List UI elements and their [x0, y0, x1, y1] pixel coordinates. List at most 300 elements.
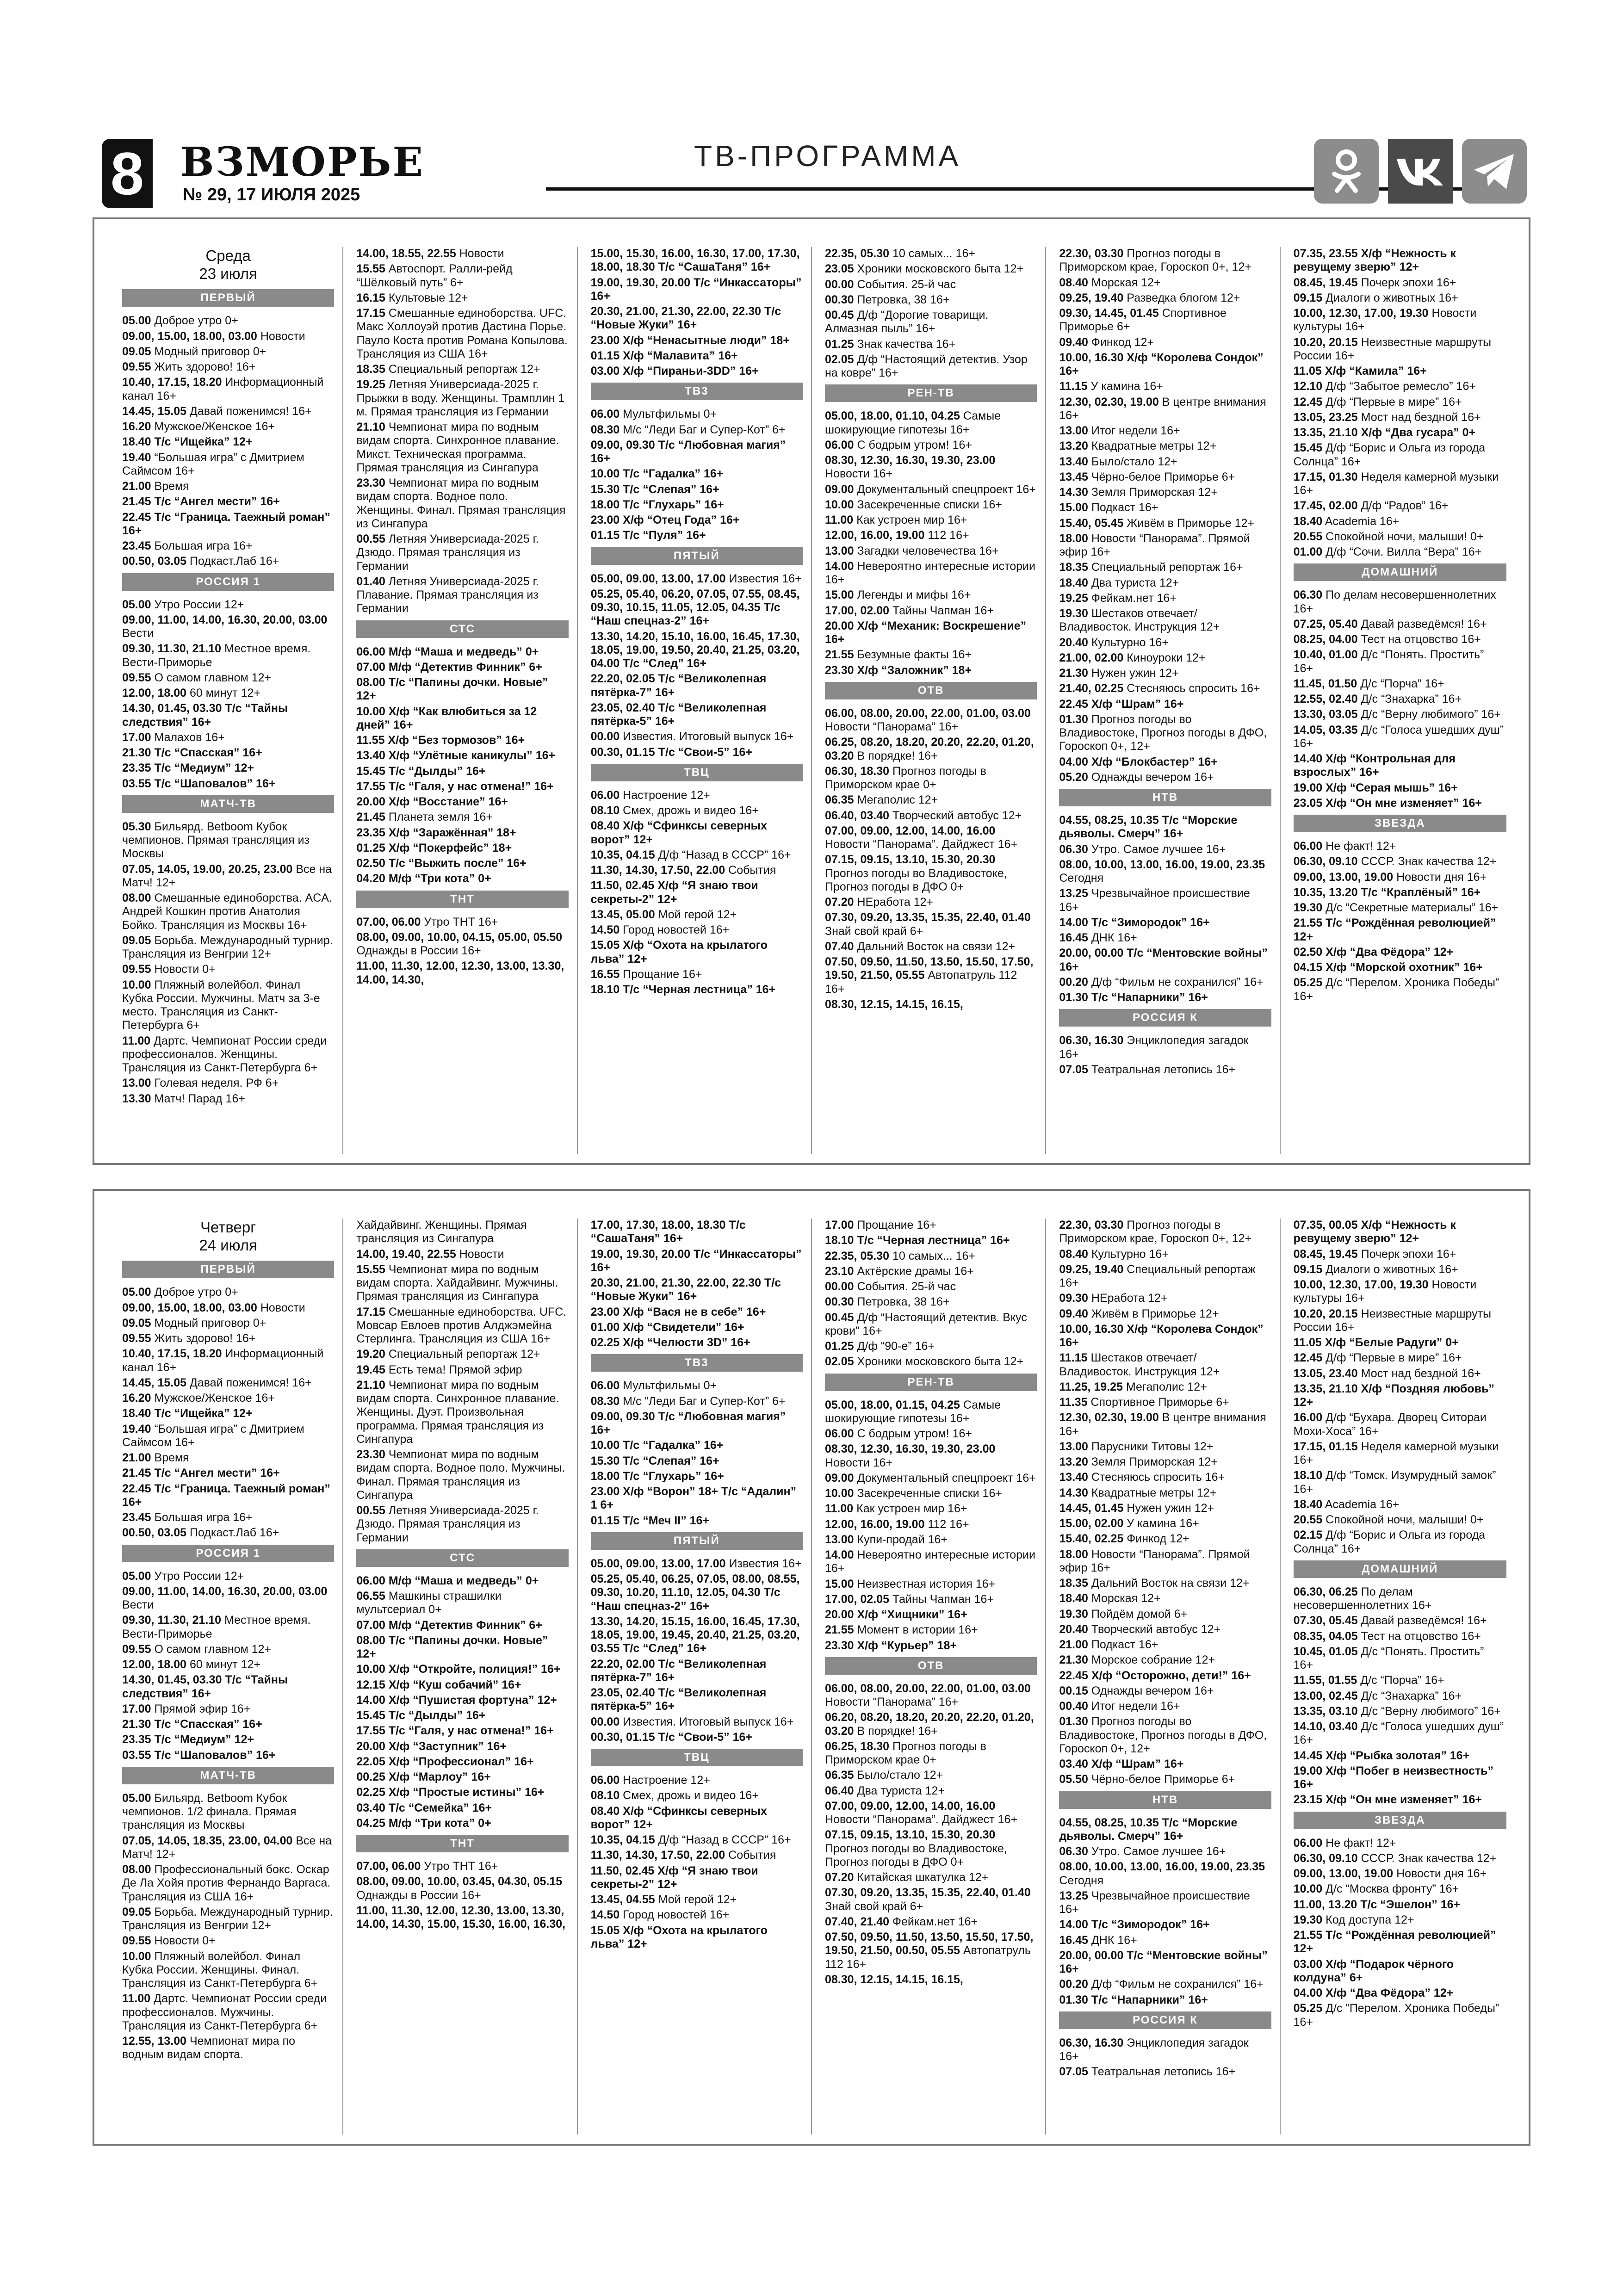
program-title: Новости: [260, 1301, 305, 1314]
program-entry: [1294, 1498, 1506, 1511]
program-time: 07.50, 09.50, 11.50, 13.50, 15.50, 17.50, 19.50, 21.50, 05.55: [825, 955, 1034, 982]
program-title: Смех, дрожь и видео 16+: [623, 1789, 759, 1802]
program-entry: [591, 439, 803, 466]
program-entry: [1059, 247, 1271, 274]
program-title: Сегодня: [1059, 1874, 1104, 1887]
program-entry: [122, 1934, 334, 1948]
program-title: Легенды и мифы 16+: [857, 588, 971, 602]
program-entry: [356, 1504, 568, 1545]
program-entry: [122, 1077, 334, 1090]
program-entry: [122, 761, 334, 775]
program-time: 10.00, 16.30 Х/ф “Королева Сондок” 16+: [1059, 351, 1264, 378]
program-time: 09.55: [122, 1642, 151, 1656]
program-time: 09.40: [1059, 1307, 1088, 1320]
program-entry: [1294, 1585, 1506, 1613]
program-entry: [122, 1673, 334, 1701]
program-entry: [356, 661, 568, 674]
program-title: Засекреченные списки 16+: [857, 1487, 1002, 1500]
program-time: 13.35, 03.10: [1293, 1704, 1358, 1718]
program-title: Автопатруль 112 16+: [825, 1944, 1031, 1971]
program-time: 20.00 Х/ф “Механик: Воскрешение” 16+: [825, 619, 1027, 646]
program-title: Известия 16+: [729, 572, 802, 585]
program-entry: [356, 1817, 568, 1830]
program-time: 02.25 Х/ф “Челюсти 3D” 16+: [590, 1336, 750, 1349]
program-title: Сегодня: [1059, 872, 1104, 885]
program-entry: [1294, 1720, 1506, 1747]
program-entry: [1294, 1307, 1506, 1335]
program-entry: [591, 864, 803, 877]
program-entry: [1059, 814, 1271, 841]
program-entry: [1059, 1978, 1271, 1991]
program-time: 23.15 Х/ф “Он мне изменяет” 16+: [1293, 1793, 1482, 1807]
program-time: 21.30: [1059, 667, 1088, 680]
program-title: Театральная летопись 16+: [1091, 2065, 1236, 2079]
program-entry: [1294, 499, 1506, 513]
program-entry: [825, 1886, 1037, 1913]
program-time: 09.25, 19.40: [1059, 291, 1124, 304]
program-entry: [591, 1924, 803, 1951]
program-title: Как устроен мир 16+: [856, 1502, 967, 1516]
program-title: Автопатруль 112 16+: [825, 969, 1017, 996]
program-entry: [1294, 618, 1506, 631]
program-title: Малахов 16+: [154, 730, 225, 744]
program-time: 09.00, 11.00, 14.00, 16.30, 20.00, 03.00: [122, 613, 328, 626]
program-time: 10.35, 13.20 Т/с “Краплёный” 16+: [1293, 885, 1481, 899]
program-entry: [825, 896, 1037, 909]
program-title: Большая игра 16+: [154, 1511, 253, 1524]
program-time: 17.15: [356, 1305, 385, 1318]
program-entry: [1059, 1623, 1271, 1636]
program-time: 18.00 Т/с “Глухарь” 16+: [590, 498, 724, 511]
program-time: 11.05 Х/ф “Камила” 16+: [1293, 365, 1427, 378]
program-title: Почерк эпохи 16+: [1361, 276, 1456, 289]
program-time: 08.00: [122, 1863, 151, 1876]
program-entry: [591, 365, 803, 378]
schedule-column: [591, 1219, 812, 2135]
program-title: Прогноз погоды в Приморском крае 0+: [825, 764, 986, 792]
program-time: 09.00: [825, 483, 854, 496]
program-title: Летняя Универсиада-2025 г. Дзюдо. Прямая трансляция из Германии: [356, 532, 539, 573]
program-entry: [1294, 530, 1506, 544]
program-entry: [356, 1860, 568, 1873]
program-entry: [1059, 1323, 1271, 1350]
program-time: 10.00, 16.30 Х/ф “Королева Сондок” 16+: [1059, 1322, 1264, 1349]
program-entry: [825, 648, 1037, 662]
telegram-icon[interactable]: [1462, 139, 1527, 204]
program-title: Дартс. Чемпионат России среди профессионалов. Мужчины. Трансляция из Санкт-Петербурга 6+: [122, 1992, 327, 2032]
program-time: 19.20: [356, 1348, 385, 1361]
program-time: 01.25 Х/ф “Покерфейс” 18+: [356, 841, 512, 854]
program-time: 23.30 Х/ф “Заложник” 18+: [825, 663, 972, 677]
program-title: “Большая игра” с Дмитрием Саймсом 16+: [122, 1422, 304, 1449]
program-title: Местное время. Вести-Приморье: [122, 1614, 311, 1640]
vk-icon[interactable]: [1388, 139, 1453, 204]
program-title: Спокойной ночи, малыши! 0+: [1326, 1513, 1484, 1526]
channel-header: ТНТ: [356, 1835, 568, 1852]
program-entry: [356, 1740, 568, 1753]
program-time: 07.05: [1059, 1063, 1088, 1076]
program-title: Д/ф “Борис и Ольга из города Солнца” 16+: [1293, 1529, 1486, 1555]
program-entry: [1059, 439, 1271, 453]
program-time: 23.45: [122, 539, 151, 553]
program-time: 21.55 Т/с “Рождённая революцией” 12+: [1293, 916, 1496, 943]
program-entry: [591, 1572, 803, 1613]
program-time: 06.00, 08.00, 20.00, 22.00, 01.00, 03.00: [825, 1682, 1031, 1695]
program-time: 18.40 Т/с “Ищейка” 12+: [122, 435, 253, 449]
program-entry: [122, 1451, 334, 1465]
program-title: Д/ф “Первые в мире” 16+: [1326, 395, 1462, 408]
program-time: 13.00: [1059, 1440, 1088, 1453]
program-time: 11.25, 19.25: [1059, 1380, 1123, 1393]
program-title: Морское собрание 12+: [1091, 1653, 1215, 1667]
page-header: [102, 139, 1518, 208]
program-time: 11.45, 01.50: [1293, 677, 1357, 690]
program-time: 08.10: [590, 1789, 620, 1802]
program-entry: [1294, 1987, 1506, 2000]
program-time: 14.00, 19.40, 22.55: [356, 1247, 456, 1261]
program-entry: [356, 857, 568, 870]
program-entry: [122, 1992, 334, 2033]
program-entry: [122, 1467, 334, 1480]
program-title: Известия 16+: [729, 1557, 802, 1570]
program-entry: [356, 1678, 568, 1692]
program-time: 16.45: [1059, 931, 1088, 945]
program-time: 21.40, 02.25: [1059, 682, 1124, 695]
program-entry: [825, 262, 1037, 276]
program-time: 16.15: [356, 291, 385, 304]
program-entry: [825, 1871, 1037, 1884]
program-title: Код доступа 12+: [1326, 1913, 1414, 1926]
program-entry: [122, 1834, 334, 1862]
program-title: Доброе утро 0+: [154, 314, 238, 328]
program-time: 04.15 Х/ф “Морской охотник” 16+: [1293, 961, 1483, 974]
program-time: 05.00, 09.00, 13.00, 17.00: [590, 1557, 726, 1570]
program-title: 10 самых... 16+: [892, 1249, 975, 1262]
program-time: 22.20, 02.05 Т/с “Великолепная пятёрка-7” 16+: [590, 672, 767, 699]
program-title: Живём в Приморье 12+: [1091, 1307, 1219, 1320]
program-title: В порядке! 16+: [857, 749, 938, 762]
program-title: Почерк эпохи 16+: [1361, 1247, 1456, 1261]
program-entry: [1294, 411, 1506, 424]
program-time: 10.40, 01.00: [1293, 648, 1358, 662]
program-title: Известия. Итоговый выпуск 16+: [623, 730, 794, 743]
program-entry: [591, 423, 803, 437]
program-time: 09.30, 14.45, 01.45: [1059, 307, 1159, 320]
channel-header: ПЯТЫЙ: [591, 547, 803, 565]
program-entry: [356, 1694, 568, 1707]
program-entry: [825, 1442, 1037, 1470]
channel-header: МАТЧ-ТВ: [122, 1767, 334, 1784]
program-time: 00.50, 03.05: [122, 1526, 187, 1540]
program-title: Культовые 12+: [388, 291, 468, 304]
program-time: 10.00 Х/ф “Как влюбиться за 12 дней” 16+: [356, 705, 537, 731]
program-entry: [825, 1593, 1037, 1606]
program-title: В центре внимания 16+: [1059, 395, 1266, 422]
program-title: Хроники московского быта 12+: [857, 262, 1024, 276]
program-entry: [356, 1306, 568, 1346]
program-title: Киноуроки 12+: [1127, 651, 1206, 664]
program-title: Мужское/Женское 16+: [154, 1392, 275, 1405]
program-title: Актёрские драмы 16+: [857, 1264, 974, 1278]
program-entry: [1294, 693, 1506, 706]
program-time: 01.30: [1059, 1715, 1088, 1728]
program-title: В центре внимания 16+: [1059, 1411, 1266, 1438]
channel-header: ДОМАШНИЙ: [1294, 1560, 1506, 1578]
program-time: 15.55: [356, 1262, 385, 1276]
program-title: 10 самых... 16+: [892, 247, 975, 260]
program-entry: [591, 1686, 803, 1714]
program-time: 17.00: [122, 1702, 151, 1715]
program-time: 12.00, 16.00, 19.00: [825, 529, 925, 542]
program-time: 06.30, 06.25: [1293, 1585, 1358, 1598]
program-time: 21.00, 02.00: [1059, 651, 1124, 664]
program-time: 11.55, 01.55: [1293, 1674, 1357, 1687]
program-entry: [122, 1317, 334, 1330]
program-time: 13.45, 04.55: [590, 1893, 655, 1906]
program-title: Самые шокирующие гипотезы 16+: [825, 1398, 1001, 1425]
program-entry: [1059, 1455, 1271, 1469]
program-title: Давай разведёмся! 16+: [1361, 1614, 1487, 1628]
schedule-column: [825, 1219, 1046, 2135]
program-entry: [1294, 247, 1506, 274]
program-entry: [122, 1092, 334, 1106]
program-title: Земля Приморская 12+: [1091, 486, 1218, 499]
program-entry: [356, 1724, 568, 1738]
program-entry: [591, 1470, 803, 1483]
program-time: 19.00 Х/ф “Побег в неизвестность” 16+: [1293, 1764, 1493, 1791]
program-title: Подкаст 16+: [1091, 501, 1158, 514]
program-title: Специальный репортаж 16+: [1091, 561, 1243, 574]
program-entry: [1059, 1219, 1271, 1246]
program-entry: [1294, 648, 1506, 675]
program-title: Шестаков отвечает/ Владивосток. Инструкция 12+: [1059, 1351, 1220, 1378]
program-title: Планета земля 16+: [388, 811, 493, 824]
program-title: Засекреченные списки 16+: [857, 498, 1002, 511]
program-title: ДНК 16+: [1091, 1933, 1137, 1947]
program-entry: [122, 1863, 334, 1904]
program-entry: [122, 1407, 334, 1420]
program-entry: [591, 1395, 803, 1408]
program-time: 07.00 М/ф “Детектив Финник” 6+: [356, 660, 542, 674]
program-entry: [1059, 1608, 1271, 1621]
program-title: Безумные факты 16+: [857, 648, 972, 662]
program-entry: [591, 1864, 803, 1892]
program-entry: [1059, 1577, 1271, 1590]
program-time: 22.35, 05.30: [825, 247, 890, 260]
program-title: Неделя камерной музыки 16+: [1293, 1440, 1499, 1467]
program-time: 11.30, 14.30, 17.50, 22.00: [590, 864, 725, 877]
program-entry: [356, 247, 568, 260]
program-entry: [122, 405, 334, 418]
program-title: Новости “Панорама”. Дайджест 16+: [825, 1813, 1018, 1826]
program-entry: [591, 305, 803, 332]
program-entry: [825, 1250, 1037, 1263]
program-title: Борьба. Международный турнир. Трансляция из Венгрии 12+: [122, 1905, 333, 1932]
program-entry: [825, 824, 1037, 852]
program-title: Пляжный волейбол. Финал Кубка России. Женщины. Финал. Трансляция из Санкт-Петербурга 6+: [122, 1949, 318, 1990]
program-time: 13.35, 21.10 Х/ф “Два гусара” 0+: [1293, 426, 1476, 439]
program-title: Земля Приморская 12+: [1091, 1455, 1218, 1468]
program-entry: [591, 848, 803, 862]
program-title: Информационный канал 16+: [122, 1347, 324, 1374]
program-entry: [1294, 1882, 1506, 1896]
program-time: 07.00, 09.00, 12.00, 14.00, 16.00: [825, 824, 996, 837]
program-time: 06.00: [1293, 840, 1323, 853]
program-entry: [1059, 455, 1271, 469]
program-time: 11.15: [1059, 380, 1088, 393]
program-time: 23.05, 02.40 Т/с “Великолепная пятёрка-5” 16+: [590, 701, 767, 728]
program-time: 12.00, 16.00, 19.00: [825, 1517, 925, 1531]
program-entry: [356, 1448, 568, 1502]
program-entry: [122, 1034, 334, 1075]
program-time: 15.40, 05.45: [1059, 516, 1124, 530]
program-time: 03.40 Т/с “Семейка” 16+: [356, 1801, 492, 1814]
schedule-column: [122, 247, 343, 1154]
program-entry: [1059, 2036, 1271, 2064]
program-entry: [122, 511, 334, 538]
program-title: Время: [154, 480, 189, 493]
program-entry: [122, 746, 334, 760]
program-entry: [1294, 1278, 1506, 1306]
program-time: 23.10: [825, 1264, 854, 1278]
program-time: 10.00: [122, 978, 151, 991]
program-title: Новости “Панорама” 16+: [825, 720, 959, 734]
program-entry: [356, 1709, 568, 1722]
program-time: 19.40: [122, 451, 151, 464]
program-title: Д/с “Понять. Простить” 16+: [1293, 648, 1484, 675]
program-title: Фейкам.нет 16+: [892, 1915, 978, 1928]
program-entry: [1059, 1715, 1271, 1756]
program-time: 10.00 Т/с “Гадалка” 16+: [590, 1439, 724, 1452]
program-entry: [1294, 1248, 1506, 1261]
program-time: 05.00: [122, 314, 151, 328]
odnoklassniki-icon[interactable]: [1314, 139, 1379, 204]
program-time: 21.00: [1059, 1638, 1088, 1651]
program-time: 13.30, 14.20, 15.10, 16.00, 16.45, 17.30, 18.05, 19.00, 19.50, 20.40, 21.25, 03.20, 04.00 Т/с “След” 16+: [590, 630, 800, 670]
program-entry: [825, 545, 1037, 558]
program-title: Разведка блогом 12+: [1127, 291, 1240, 304]
program-entry: [122, 1643, 334, 1656]
program-time: 08.30, 12.30, 16.30, 19.30, 23.00: [825, 1442, 996, 1456]
program-entry: [825, 707, 1037, 734]
program-title: Невероятно интересные истории 16+: [825, 559, 1035, 587]
program-time: 08.30, 12.15, 14.15, 16.15,: [825, 997, 963, 1011]
program-title: Итог недели 16+: [1091, 424, 1180, 437]
program-time: 05.25, 05.40, 06.20, 07.05, 07.55, 08.45, 09.30, 10.15, 11.05, 12.05, 04.35 Т/с “Наш спецназ-2” 16+: [590, 587, 800, 628]
program-time: 14.00 Т/с “Зимородок” 16+: [1059, 916, 1210, 929]
program-entry: [591, 467, 803, 481]
program-entry: [1294, 901, 1506, 915]
program-time: 09.00: [825, 1471, 854, 1485]
channel-header: РОССИЯ К: [1059, 1009, 1271, 1027]
program-title: Чемпионат мира по водным видам спорта. Водное поло. Мужчины. Финал. Прямая трансляция из Сингапура: [356, 1448, 565, 1502]
program-entry: [1059, 561, 1271, 574]
program-entry: [591, 923, 803, 937]
program-title: Д/ф “Первые в мире” 16+: [1326, 1351, 1462, 1365]
program-time: 06.00: [590, 1379, 620, 1392]
program-title: Новости 16+: [825, 467, 893, 481]
program-entry: [825, 1639, 1037, 1652]
program-title: С бодрым утром! 16+: [857, 438, 973, 452]
program-title: Известия. Итоговый выпуск 16+: [623, 1715, 794, 1728]
program-entry: [825, 1472, 1037, 1485]
program-entry: [591, 498, 803, 512]
program-entry: [591, 1615, 803, 1656]
program-time: 05.25: [1293, 976, 1323, 990]
program-time: 08.00 Т/с “Папины дочки. Новые” 12+: [356, 676, 548, 703]
program-time: 21.30 Т/с “Спасская” 16+: [122, 746, 262, 760]
program-time: 06.25, 18.30: [825, 1739, 890, 1753]
program-title: Мегаполис 12+: [857, 793, 938, 807]
program-title: Тайны Чапман 16+: [892, 1592, 994, 1606]
program-time: 00.25 Х/ф “Марлоу” 16+: [356, 1770, 491, 1784]
program-time: 08.00: [122, 891, 151, 905]
program-time: 02.50 Х/ф “Два Фёдора” 12+: [1293, 945, 1454, 959]
program-entry: [122, 1702, 334, 1716]
channel-header: РЕН-ТВ: [825, 1374, 1037, 1391]
program-time: 08.00, 10.00, 13.00, 16.00, 19.00, 23.35: [1059, 1860, 1265, 1874]
program-entry: [1294, 1336, 1506, 1349]
program-entry: [122, 1658, 334, 1671]
program-entry: [1059, 1845, 1271, 1858]
program-title: Как устроен мир 16+: [856, 514, 967, 527]
program-time: 19.25: [1059, 591, 1088, 605]
program-entry: [591, 1715, 803, 1729]
program-entry: [825, 955, 1037, 996]
program-time: 23.30: [356, 1448, 385, 1461]
program-time: 20.00, 00.00 Т/с “Ментовские войны” 16+: [1059, 947, 1268, 973]
program-title: Подкаст.Лаб 16+: [189, 555, 279, 568]
program-title: Театральная летопись 16+: [1091, 1063, 1236, 1076]
program-entry: [591, 1321, 803, 1334]
program-time: 20.55: [1293, 530, 1323, 543]
program-entry: [591, 1893, 803, 1906]
program-time: 12.45: [1293, 395, 1323, 408]
program-title: Academia 16+: [1325, 514, 1400, 528]
program-title: Спортивное Приморье 6+: [1090, 1396, 1229, 1409]
program-entry: [1059, 1934, 1271, 1947]
program-title: Д/с “Перелом. Хроника Победы” 16+: [1293, 976, 1499, 1003]
program-time: 20.00 Х/ф “Восстание” 16+: [356, 795, 508, 809]
program-entry: [1059, 517, 1271, 530]
program-entry: [825, 514, 1037, 527]
program-entry: [825, 1828, 1037, 1869]
program-time: 09.00, 09.30 Т/с “Любовная магия” 16+: [590, 438, 786, 465]
program-entry: [1059, 607, 1271, 634]
program-entry: [1059, 470, 1271, 484]
program-title: Настроение 12+: [623, 1774, 710, 1787]
program-time: 06.00: [590, 408, 620, 421]
program-entry: [591, 408, 803, 421]
page-number: 8: [102, 139, 153, 208]
program-time: 19.25: [356, 378, 385, 391]
program-entry: [122, 1482, 334, 1510]
program-entry: [1059, 843, 1271, 856]
program-entry: [825, 1427, 1037, 1441]
program-time: 11.00: [825, 514, 854, 527]
program-entry: [1059, 651, 1271, 665]
program-entry: [825, 940, 1037, 953]
program-time: 13.20: [1059, 439, 1088, 453]
program-entry: [1059, 1949, 1271, 1976]
program-entry: [825, 1311, 1037, 1338]
program-time: 16.20: [122, 420, 151, 433]
program-title: “Большая игра” с Дмитрием Саймсом 16+: [122, 451, 304, 477]
program-time: 14.05, 03.35: [1293, 723, 1358, 736]
program-entry: [1059, 1592, 1271, 1605]
program-entry: [591, 349, 803, 363]
program-time: 00.45: [825, 309, 854, 322]
